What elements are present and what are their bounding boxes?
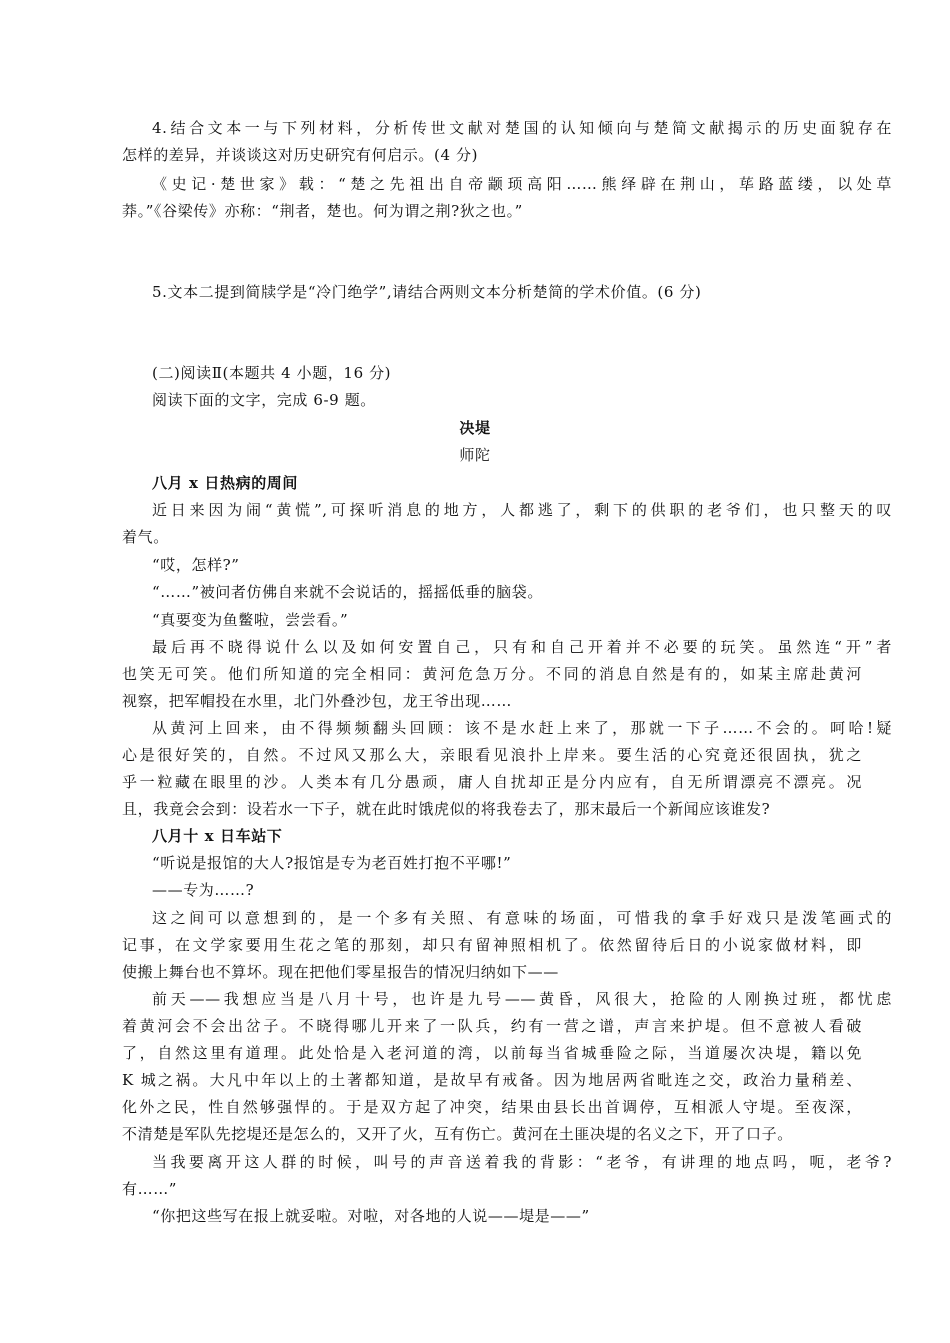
paragraph-line: K 城之祸。大凡中年以上的土著都知道，是故早有戒备。因为地居两省毗连之交，政治力量稍差、	[122, 1071, 862, 1089]
question-5: 5.文本二提到简牍学是“冷门绝学”,请结合两则文本分析楚简的学术价值。(6 分)	[152, 283, 702, 301]
paragraph-line: 着黄河会不会出岔子。不晓得哪儿开来了一队兵，约有一营之谱，声言来护堤。但不意被人看破	[122, 1017, 862, 1035]
question-4-line-2: 怎样的差异，并谈谈这对历史研究有何启示。(4 分)	[122, 146, 479, 164]
paragraph-line: “哎，怎样?”	[152, 556, 240, 574]
diary-subheading-1: 八月 x 日热病的周间	[152, 474, 298, 492]
paragraph-line: 这之间可以意想到的，是一个多有关照、有意味的场面，可惜我的拿手好戏只是泼笔画式的	[152, 909, 892, 927]
paragraph-line: 且，我竟会会到：设若水一下子，就在此时饿虎似的将我卷去了，那末最后一个新闻应该谁发?	[122, 800, 771, 818]
paragraph-line: 心是很好笑的，自然。不过风又那么大，亲眼看见浪扑上岸来。要生活的心究竟还很固执，犹之	[122, 746, 862, 764]
paragraph-line: 从黄河上回来，由不得频频翻头回顾：该不是水赶上来了，那就一下子……不会的。呵哈!疑	[152, 719, 892, 737]
paragraph-line: 有……”	[122, 1180, 178, 1198]
paragraph-line: “你把这些写在报上就妥啦。对啦，对各地的人说——堤是——”	[152, 1207, 590, 1225]
paragraph-line: 使搬上舞台也不算坏。现在把他们零星报告的情况归纳如下——	[122, 963, 559, 981]
paragraph-line: 了，自然这里有道理。此处恰是入老河道的湾，以前每当省城垂险之际，当道屡次决堤，籍以免	[122, 1044, 862, 1062]
section-instruction: 阅读下面的文字，完成 6-9 题。	[152, 391, 376, 409]
paragraph-line: ——专为……?	[152, 881, 255, 899]
article-title: 决堤	[459, 419, 491, 437]
paragraph-line: 着气。	[122, 528, 169, 546]
paragraph-line: 乎一粒藏在眼里的沙。人类本有几分愚顽，庸人自扰却正是分内应有，自无所谓漂亮不漂亮。况	[122, 773, 862, 791]
paragraph-line: 记事，在文学家要用生花之笔的那刻，却只有留神照相机了。依然留待后日的小说家做材料，即	[122, 936, 862, 954]
paragraph-line: “真要变为鱼鳖啦，尝尝看。”	[152, 611, 349, 629]
paragraph-line: 近日来因为闹“黄慌”,可探听消息的地方，人都逃了，剩下的供职的老爷们，也只整天的叹	[152, 501, 892, 519]
paragraph-line: 视察，把军帽投在水里，北门外叠沙包，龙王爷出现……	[122, 692, 513, 710]
material-quote-line-2: 莽。”《谷梁传》亦称：“荆者，楚也。何为谓之荆?狄之也。”	[122, 202, 523, 220]
paragraph-line: 前天——我想应当是八月十号，也许是九号——黄昏，风很大，抢险的人刚换过班，都忧虑	[152, 990, 892, 1008]
paragraph-line: 不清楚是军队先挖堤还是怎么的，又开了火，互有伤亡。黄河在土匪决堤的名义之下，开了口子。	[122, 1125, 793, 1143]
paragraph-line: 最后再不晓得说什么以及如何安置自己，只有和自己开着并不必要的玩笑。虽然连“开”者	[152, 638, 892, 656]
diary-subheading-2: 八月十 x 日车站下	[152, 827, 283, 845]
section-heading: (二)阅读Ⅱ(本题共 4 小题，16 分)	[152, 364, 392, 382]
paragraph-line: 当我要离开这人群的时候，叫号的声音送着我的背影：“老爷，有讲理的地点吗，呃，老爷?	[152, 1153, 892, 1171]
article-author: 师陀	[459, 446, 491, 464]
paragraph-line: 化外之民，性自然够强悍的。于是双方起了冲突，结果由县长出首调停，互相派人守堤。至夜深，	[122, 1098, 862, 1116]
paragraph-line: “……”被问者仿佛自来就不会说话的，摇摇低垂的脑袋。	[152, 583, 543, 601]
paragraph-line: “听说是报馆的大人?报馆是专为老百姓打抱不平哪!”	[152, 854, 512, 872]
paragraph-line: 也笑无可笑。他们所知道的完全相同：黄河危急万分。不同的消息自然是有的，如某主席赴黄河	[122, 665, 862, 683]
material-quote-line-1: 《史记·楚世家》载：“楚之先祖出自帝颛顼高阳……熊绎辟在荆山，荜路蓝缕，以处草	[152, 175, 892, 193]
question-4-line-1: 4.结合文本一与下列材料，分析传世文献对楚国的认知倾向与楚简文献揭示的历史面貌存在	[152, 119, 892, 137]
